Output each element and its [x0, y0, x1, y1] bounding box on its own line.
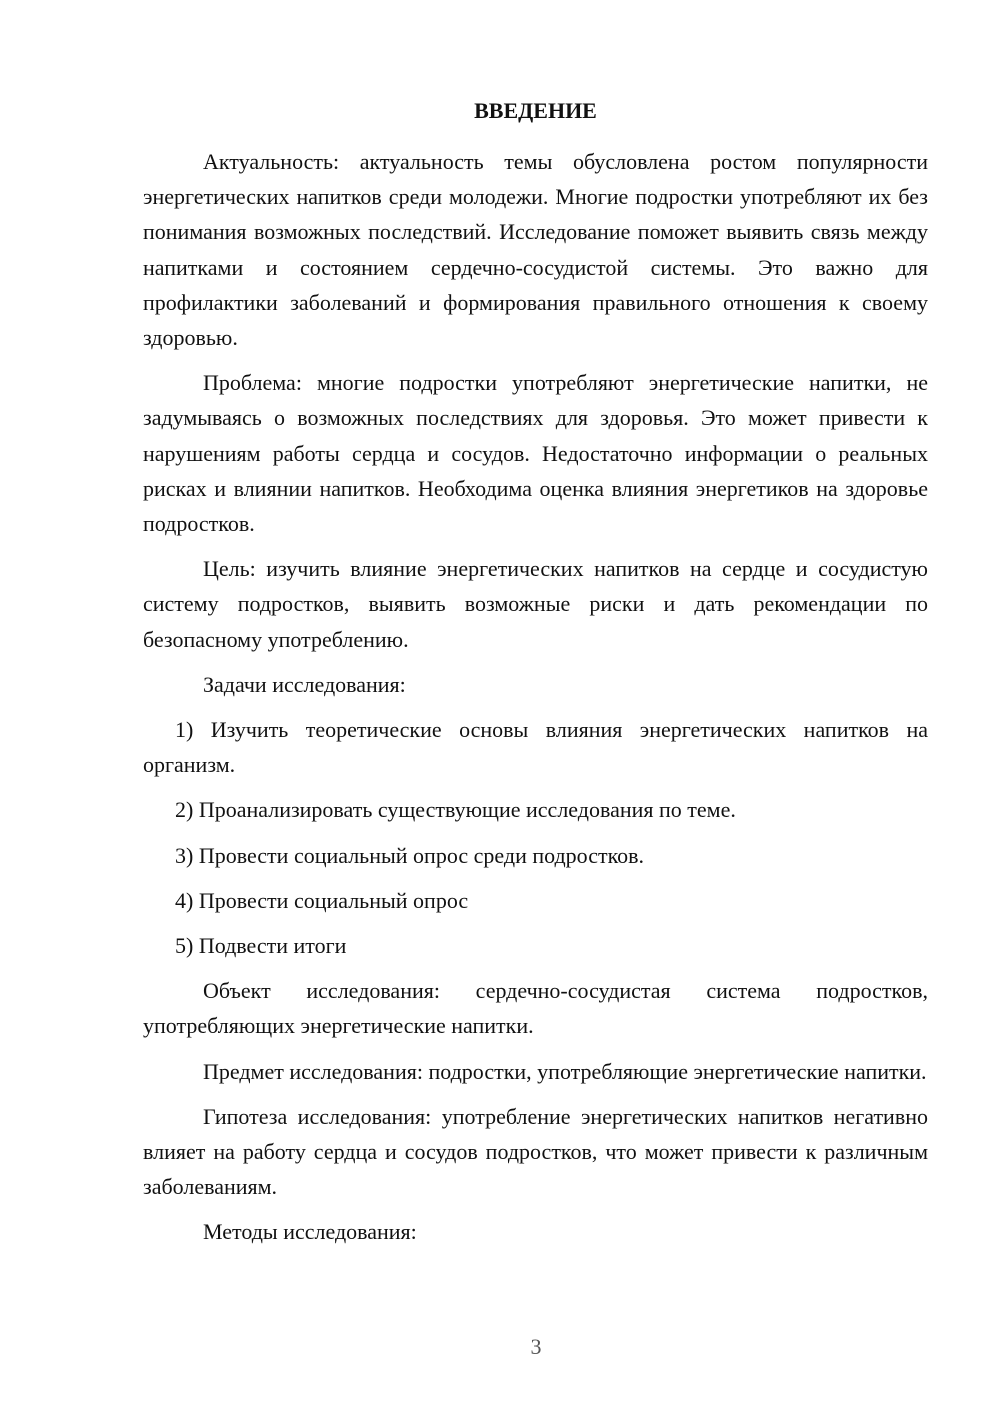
task-item-5: 5) Подвести итоги — [175, 933, 347, 959]
object-paragraph: Объект исследования: сердечно-сосудистая система подростков, употребляющих энергетические напитки. — [143, 978, 928, 1039]
task-item-1: 1) Изучить теоретические основы влияния энергетических напитков на организм. — [143, 717, 928, 778]
page-content — [143, 94, 928, 1260]
methods-heading: Методы исследования: — [203, 1219, 417, 1245]
hypothesis-paragraph: Гипотеза исследования: употребление энергетических напитков негативно влияет на работу сердца и сосудов подростков, что может привести к различным заболеваниям. — [143, 1103, 928, 1200]
problem-paragraph: Проблема: многие подростки употребляют энергетические напитки, не задумываясь о возможных последствиях для здоровья. Это может привести к нарушениям работы сердца и сосудов. Недостаточно информации о реальных рисках и влиянии напитков. Необходима оценка влияния энергетиков на здоровье подростков. — [143, 370, 928, 537]
subject-paragraph: Предмет исследования: подростки, употребляющие энергетические напитки. — [203, 1058, 927, 1084]
task-item-4: 4) Провести социальный опрос — [175, 887, 469, 913]
page-number: 3 — [530, 1334, 542, 1359]
section-title: ВВЕДЕНИЕ — [474, 98, 597, 123]
task-item-2: 2) Проанализировать существующие исследования по теме. — [175, 797, 736, 823]
relevance-paragraph: Актуальность: актуальность темы обусловлена ростом популярности энергетических напитков среди молодежи. Многие подростки употребляют их без понимания возможных последствий. Исследование поможет выявить связь между напитками и состоянием сердечно-сосудистой системы. Это важно для профилактики заболеваний и формирования правильного отношения к своему здоровью. — [143, 149, 928, 351]
tasks-heading: Задачи исследования: — [203, 671, 406, 697]
goal-paragraph: Цель: изучить влияние энергетических напитков на сердце и сосудистую систему подростков, выявить возможные риски и дать рекомендации по безопасному употреблению. — [143, 556, 928, 652]
task-item-3: 3) Провести социальный опрос среди подростков. — [175, 842, 645, 868]
